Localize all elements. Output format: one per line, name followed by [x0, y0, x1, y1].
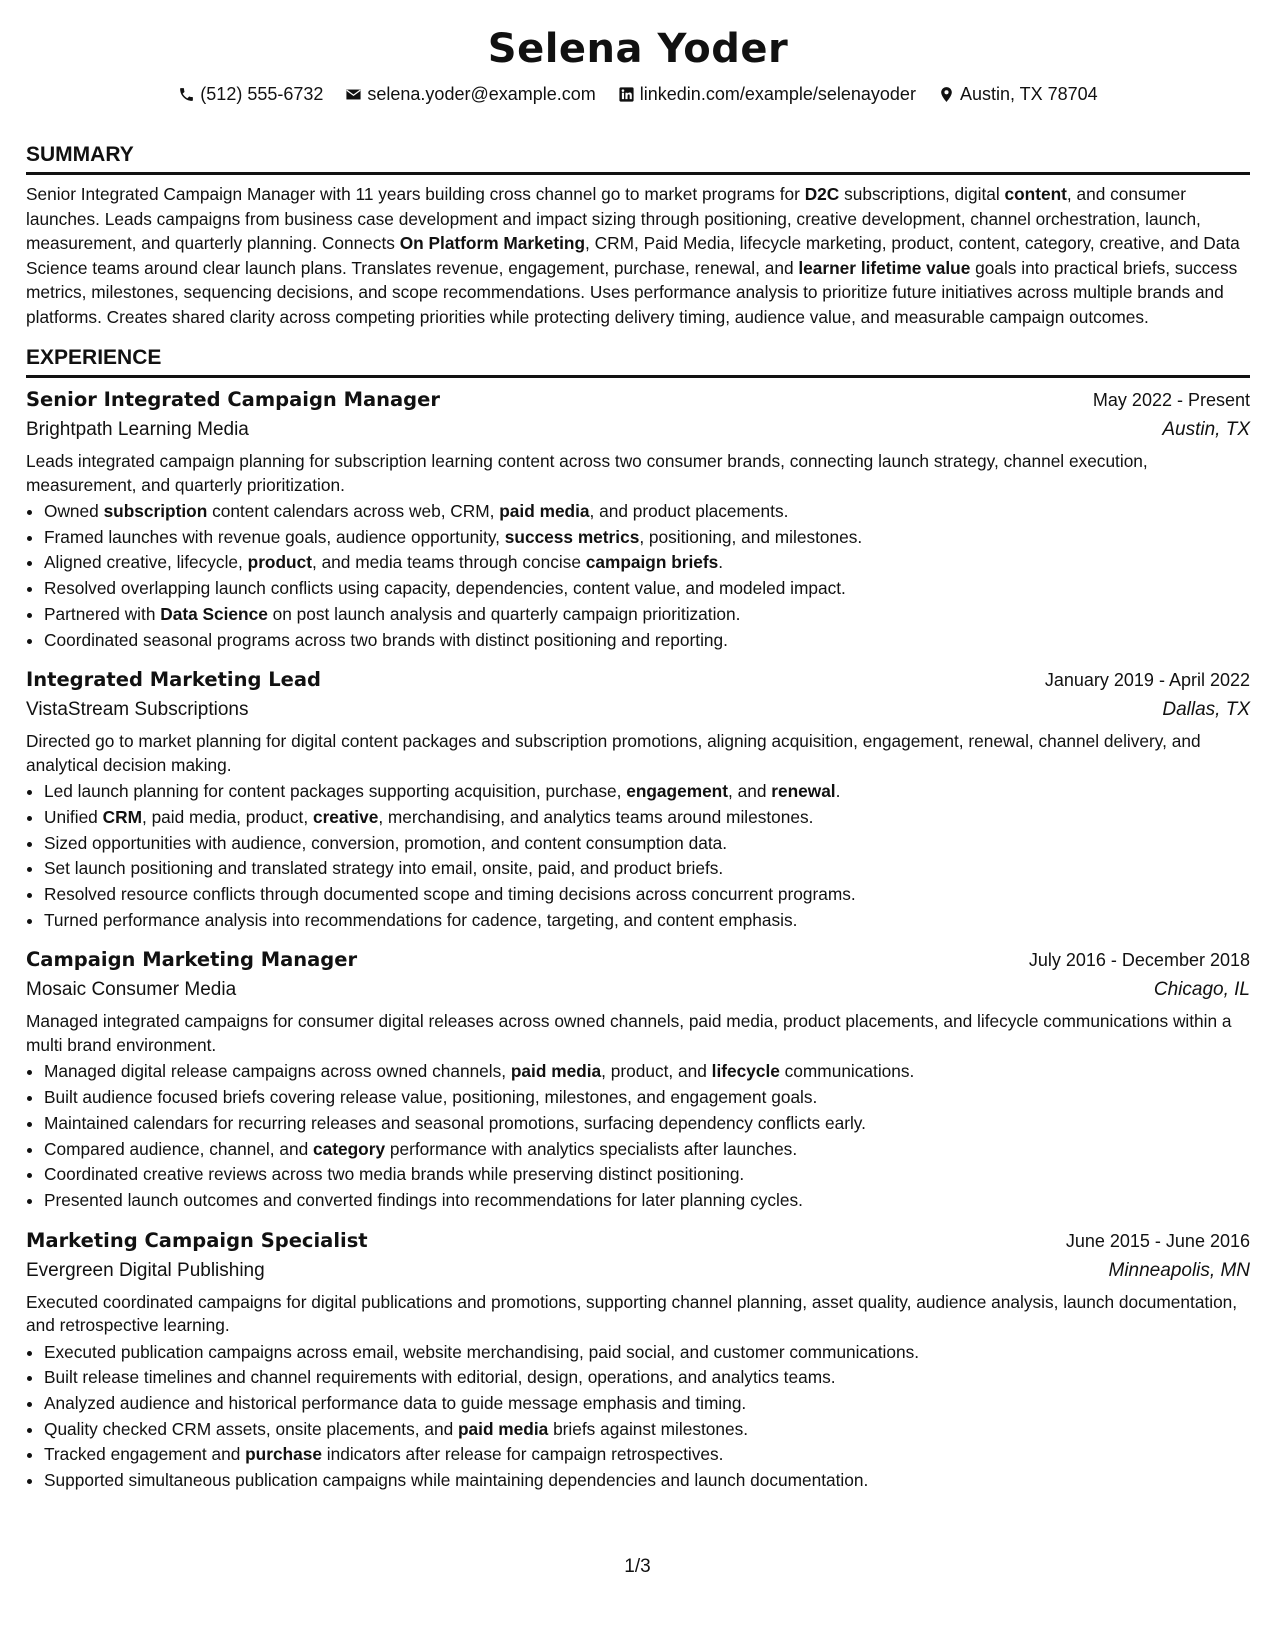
text-run: , paid media, product,: [141, 806, 313, 827]
job-dates: June 2015 - June 2016: [1065, 1230, 1250, 1251]
bullet-item: [44, 908, 1250, 934]
phone-text: (512) 555-6732: [200, 83, 324, 104]
job-bullets: [26, 499, 1250, 653]
job-subheader: [26, 416, 1250, 444]
job-summary: Leads integrated campaign planning for subscription learning content across two consumer brands, connecting launch strategy, channel execution, measurement, and quarterly prioritization.: [26, 451, 1148, 495]
bullet-item: [44, 1111, 1250, 1137]
text-run: Turned performance analysis into recommendations for cadence, targeting, and content emphasis.: [44, 909, 798, 930]
job-header: [26, 945, 1250, 975]
text-run: Executed publication campaigns across email, website merchandising, paid social, and customer communications.: [44, 1341, 920, 1362]
text-run: Led launch planning for content packages supporting acquisition, purchase,: [44, 781, 627, 802]
bullet-item: [44, 831, 1250, 857]
contact-linkedin[interactable]: [618, 84, 916, 105]
text-run: Supported simultaneous publication campaigns while maintaining dependencies and launch documentation.: [44, 1470, 869, 1491]
bullet-item: [44, 576, 1250, 602]
text-run: Built release timelines and channel requirements with editorial, design, operations, and analytics teams.: [44, 1367, 836, 1388]
job-location: Dallas, TX: [1162, 699, 1250, 721]
text-run: Senior Integrated Campaign Manager with 11 years building cross channel go to market programs for: [26, 184, 805, 204]
text-run: .: [835, 781, 841, 802]
text-run: , and consumer launches. Leads campaigns from business case development and impact sizing through positioning, creative development, channel orchestration, launch, measurement, and quarterly planning. Connects: [26, 184, 1201, 253]
text-run: , positioning, and milestones.: [639, 526, 863, 547]
text-run: goals into practical briefs, success metrics, milestones, sequencing decisions, and scope recommendations. Uses performance analysis to prioritize future initiatives across multiple brands and platforms. Creates shared clarity across competing priorities while protecting delivery timing, audience value, and measurable campaign outcomes.: [26, 257, 1238, 327]
job-summary: Directed go to market planning for digital content packages and subscription promotions, aligning acquisition, engagement, renewal, channel delivery, and analytical decision making.: [26, 731, 1201, 775]
text-run: indicators after release for campaign retrospectives.: [321, 1444, 724, 1465]
job-entry: [26, 1226, 1250, 1494]
job-dates: January 2019 - April 2022: [1044, 670, 1250, 691]
bullet-item: [44, 1442, 1250, 1468]
text-run: communications.: [779, 1061, 915, 1082]
text-run: Compared audience, channel, and: [44, 1138, 314, 1159]
job-bullets: [26, 1059, 1250, 1213]
bold-keyword: purchase: [245, 1444, 322, 1465]
bullet-item: [44, 1365, 1250, 1391]
bold-keyword: success metrics: [504, 526, 640, 547]
envelope-icon: [345, 86, 362, 103]
job-subheader: [26, 1257, 1250, 1285]
job-title: Senior Integrated Campaign Manager: [26, 388, 440, 411]
job-subheader: [26, 696, 1250, 724]
job-dates: May 2022 - Present: [1092, 390, 1250, 410]
bullet-item: [44, 1340, 1250, 1366]
bullet-item: [44, 602, 1250, 628]
job-entry: [26, 945, 1250, 1213]
text-run: Unified: [44, 806, 103, 827]
text-run: Resolved resource conflicts through documented scope and timing decisions across concurrent programs.: [44, 884, 856, 905]
bullet-item: [44, 1085, 1250, 1111]
text-run: Quality checked CRM assets, onsite placements, and: [44, 1418, 458, 1439]
contact-bar: [26, 80, 1250, 108]
job-bullets: [26, 1340, 1250, 1494]
text-run: Coordinated creative reviews across two media brands while preserving distinct positioning.: [44, 1164, 745, 1185]
text-run: Resolved overlapping launch conflicts using capacity, dependencies, content value, and modeled impact.: [44, 578, 846, 599]
job-entry: [26, 665, 1250, 933]
text-run: Partnered with: [44, 603, 161, 624]
text-run: , merchandising, and analytics teams around milestones.: [378, 806, 814, 827]
bold-keyword: learner lifetime value: [798, 257, 971, 278]
job-dates: July 2016 - December 2018: [1028, 950, 1250, 971]
job-header: [26, 1226, 1250, 1256]
text-run: Aligned creative, lifecycle,: [44, 552, 248, 573]
bold-keyword: engagement: [626, 781, 728, 802]
bold-keyword: category: [313, 1138, 386, 1159]
bullet-item: [44, 628, 1250, 654]
text-run: performance with analytics specialists after launches.: [385, 1138, 798, 1159]
bullet-item: [44, 499, 1250, 525]
map-pin-icon: [938, 86, 955, 103]
experience-divider: [26, 375, 1250, 378]
job-header: [26, 385, 1250, 415]
experience-heading: EXPERIENCE: [26, 346, 162, 369]
bold-keyword: content: [1004, 184, 1067, 204]
email-text: selena.yoder@example.com: [367, 83, 596, 104]
text-run: Sized opportunities with audience, conversion, promotion, and content consumption data.: [44, 832, 728, 853]
bold-keyword: renewal: [771, 781, 836, 802]
job-subheader: [26, 976, 1250, 1004]
text-run: .: [718, 552, 724, 573]
bullet-item: [44, 1137, 1250, 1163]
bold-keyword: creative: [312, 806, 379, 827]
bullet-item: [44, 1162, 1250, 1188]
text-run: content calendars across web, CRM,: [207, 501, 500, 521]
experience-list: [26, 385, 1250, 1494]
text-run: Maintained calendars for recurring releases and seasonal promotions, surfacing dependency conflicts early.: [44, 1112, 866, 1133]
text-run: , and media teams through concise: [311, 552, 586, 573]
bullet-item: [44, 882, 1250, 908]
summary-heading: SUMMARY: [26, 143, 134, 166]
bold-keyword: lifecycle: [711, 1061, 780, 1082]
text-run: briefs against milestones.: [548, 1418, 749, 1439]
bullet-item: [44, 1059, 1250, 1085]
bullet-item: [44, 805, 1250, 831]
contact-phone[interactable]: [178, 84, 323, 105]
job-bullets: [26, 779, 1250, 933]
bullet-item: [44, 1468, 1250, 1494]
text-run: Owned: [44, 501, 104, 521]
bold-keyword: Data Science: [160, 603, 268, 624]
bold-keyword: campaign briefs: [585, 552, 719, 573]
text-run: , CRM, Paid Media, lifecycle marketing, product, content, category, creative, and Data Science teams around clear launch plans. Translates revenue, engagement, purchase, renewal, and: [26, 233, 1240, 278]
job-location: Chicago, IL: [1153, 979, 1250, 1001]
bullet-item: [44, 1391, 1250, 1417]
job-entry: [26, 385, 1250, 653]
bullet-item: [44, 779, 1250, 805]
resume-page: [26, 0, 1250, 1494]
text-run: , product, and: [601, 1061, 712, 1082]
bold-keyword: subscription: [103, 501, 208, 521]
bullet-item: [44, 1188, 1250, 1214]
linkedin-icon: [618, 86, 635, 103]
candidate-name: Selena Yoder: [487, 26, 789, 72]
job-header: [26, 665, 1250, 695]
text-run: on post launch analysis and quarterly campaign prioritization.: [267, 603, 741, 624]
text-run: , and: [728, 781, 772, 802]
phone-icon: [178, 86, 195, 103]
text-run: subscriptions, digital: [839, 184, 1005, 204]
company-name: VistaStream Subscriptions: [26, 699, 249, 721]
summary-divider: [26, 172, 1250, 175]
linkedin-text: linkedin.com/example/selenayoder: [639, 83, 916, 104]
location-text: Austin, TX 78704: [959, 83, 1098, 104]
job-title: Campaign Marketing Manager: [26, 948, 358, 972]
bold-keyword: CRM: [102, 806, 142, 827]
contact-email[interactable]: [345, 84, 595, 105]
text-run: Presented launch outcomes and converted findings into recommendations for later planning cycles.: [44, 1189, 803, 1210]
text-run: , and product placements.: [589, 501, 789, 521]
bold-keyword: paid media: [510, 1061, 602, 1082]
bullet-item: [44, 550, 1250, 576]
bold-keyword: paid media: [457, 1418, 549, 1439]
text-run: Coordinated seasonal programs across two brands with distinct positioning and reporting.: [44, 629, 728, 650]
company-name: Evergreen Digital Publishing: [26, 1259, 265, 1281]
text-run: Framed launches with revenue goals, audience opportunity,: [44, 526, 505, 547]
contact-location: [938, 84, 1098, 105]
job-location: Austin, TX: [1162, 419, 1250, 440]
text-run: Tracked engagement and: [44, 1444, 246, 1465]
text-run: Managed digital release campaigns across owned channels,: [44, 1061, 511, 1082]
bullet-item: [44, 525, 1250, 551]
text-run: Built audience focused briefs covering release value, positioning, milestones, and engagement goals.: [44, 1087, 818, 1108]
job-title: Integrated Marketing Lead: [26, 668, 321, 692]
job-title: Marketing Campaign Specialist: [26, 1228, 368, 1252]
bullet-item: [44, 1417, 1250, 1443]
page-indicator: 1/3: [624, 1556, 651, 1577]
bullet-item: [44, 856, 1250, 882]
job-summary: Executed coordinated campaigns for digital publications and promotions, supporting channel planning, asset quality, audience analysis, launch documentation, and retrospective learning.: [26, 1291, 1238, 1336]
bold-keyword: product: [247, 552, 312, 573]
job-summary: Managed integrated campaigns for consumer digital releases across owned channels, paid media, product placements, and lifecycle communications within a multi brand environment.: [26, 1011, 1232, 1055]
job-location: Minneapolis, MN: [1108, 1259, 1250, 1281]
text-run: Analyzed audience and historical performance data to guide message emphasis and timing.: [44, 1393, 747, 1414]
bold-keyword: paid media: [499, 501, 590, 521]
text-run: Set launch positioning and translated strategy into email, onsite, paid, and product briefs.: [44, 858, 724, 879]
summary-text: [26, 182, 1250, 329]
bold-keyword: D2C: [804, 184, 840, 204]
bold-keyword: On Platform Marketing: [399, 233, 586, 253]
company-name: Mosaic Consumer Media: [26, 979, 237, 1001]
company-name: Brightpath Learning Media: [26, 419, 249, 440]
